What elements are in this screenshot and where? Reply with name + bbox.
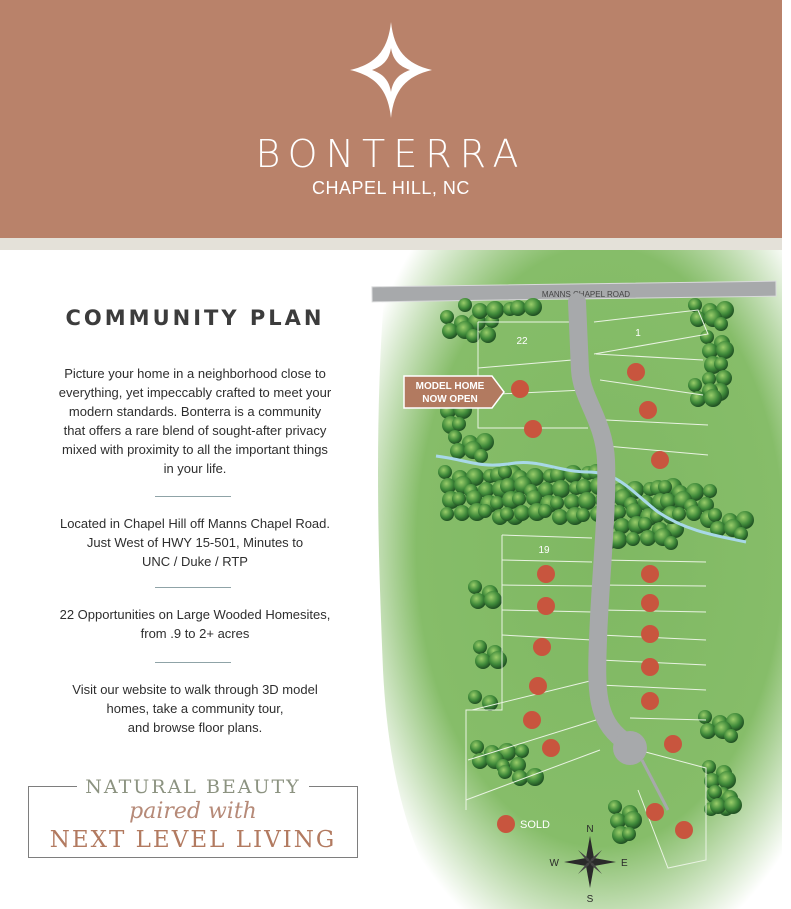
tree xyxy=(608,800,622,814)
tree xyxy=(490,496,504,510)
sold-lot-marker xyxy=(641,565,659,583)
cul-de-sac xyxy=(613,731,647,765)
header-divider-band xyxy=(0,238,782,250)
tree xyxy=(704,389,722,407)
tree xyxy=(475,653,491,669)
diamond-star-icon xyxy=(348,20,434,120)
tree xyxy=(622,827,636,841)
tree xyxy=(524,298,542,316)
tree xyxy=(710,798,726,814)
tree xyxy=(576,508,590,522)
tree xyxy=(478,504,492,518)
tree xyxy=(626,532,640,546)
road-label: MANNS CHAPEL ROAD xyxy=(541,290,631,299)
tree xyxy=(640,530,656,546)
divider xyxy=(155,662,231,663)
tree xyxy=(473,640,487,654)
lot-label: 1 xyxy=(635,328,641,339)
site-map xyxy=(368,250,782,909)
tree xyxy=(718,771,736,789)
tree xyxy=(714,317,728,331)
tree xyxy=(515,744,529,758)
tree xyxy=(474,449,488,463)
sold-lot-marker xyxy=(651,451,669,469)
sold-lot-marker xyxy=(533,638,551,656)
tree xyxy=(658,480,672,494)
tree xyxy=(448,430,462,444)
sold-lot-marker xyxy=(537,597,555,615)
tree xyxy=(486,301,504,319)
tree xyxy=(716,341,734,359)
tree xyxy=(452,492,466,506)
sold-lot-marker xyxy=(529,677,547,695)
sold-legend-label: SOLD xyxy=(520,819,550,831)
compass-east: E xyxy=(621,858,628,869)
sold-lot-marker xyxy=(664,735,682,753)
tree xyxy=(552,509,568,525)
tree xyxy=(564,465,582,483)
tree xyxy=(468,690,482,704)
tree xyxy=(550,496,564,510)
tree xyxy=(458,298,472,312)
tree xyxy=(512,492,526,506)
tagline-line-1: NATURAL BEAUTY xyxy=(28,776,358,798)
tree xyxy=(514,505,530,521)
model-home-callout xyxy=(404,376,504,408)
website-paragraph: Visit our website to walk through 3D model homes, take a community tour, and browse floor plans. xyxy=(72,682,318,735)
brand-location: CHAPEL HILL, NC xyxy=(312,178,470,198)
sold-lot-marker xyxy=(641,594,659,612)
sold-lot-marker xyxy=(639,401,657,419)
tree xyxy=(624,811,642,829)
tree xyxy=(724,796,742,814)
header-banner xyxy=(0,0,782,238)
tree xyxy=(468,580,482,594)
tree xyxy=(498,465,512,479)
tree xyxy=(482,695,498,711)
tree xyxy=(470,740,484,754)
tree xyxy=(500,507,514,521)
tree xyxy=(638,517,652,531)
lot-label: 22 xyxy=(516,336,528,347)
lot-label: 19 xyxy=(538,545,550,556)
tree xyxy=(472,303,488,319)
tree xyxy=(489,651,507,669)
intro-paragraph: Picture your home in a neighborhood close to everything, yet impeccably crafted to meet your modern standards. Bonterra is a community that offers a rare blend of sought-after privacy mixed with proximity to all the important things in your life. xyxy=(58,366,332,476)
page-title: COMMUNITY PLAN xyxy=(65,306,325,330)
sold-lot-marker xyxy=(675,821,693,839)
tree xyxy=(538,504,552,518)
tree xyxy=(484,591,502,609)
brand-name: BONTERRA xyxy=(255,132,527,176)
location-paragraph: Located in Chapel Hill off Manns Chapel Road. Just West of HWY 15-501, Minutes to UNC / Duke / RTP xyxy=(59,516,331,569)
tree xyxy=(452,417,466,431)
tree xyxy=(698,710,712,724)
sold-lot-marker xyxy=(641,658,659,676)
tree xyxy=(672,507,686,521)
tree xyxy=(664,536,678,550)
sold-lot-marker xyxy=(641,625,659,643)
tree xyxy=(472,753,488,769)
divider xyxy=(155,587,231,588)
sold-lot-marker xyxy=(641,692,659,710)
tree xyxy=(498,765,512,779)
tree xyxy=(708,785,722,799)
compass-west: W xyxy=(549,858,559,869)
tagline-line-3: NEXT LEVEL LIVING xyxy=(28,827,358,853)
tree xyxy=(442,323,458,339)
tree xyxy=(578,492,596,510)
callout-line-2: NOW OPEN xyxy=(422,394,478,405)
tree xyxy=(450,443,466,459)
sold-lot-marker xyxy=(524,420,542,438)
compass-north: N xyxy=(586,824,594,835)
sold-lot-marker xyxy=(627,363,645,381)
tree xyxy=(438,465,452,479)
tree xyxy=(552,480,570,498)
tree xyxy=(510,300,526,316)
sold-lot-marker xyxy=(542,739,560,757)
tree xyxy=(708,508,722,522)
tree xyxy=(470,593,486,609)
tree xyxy=(688,378,702,392)
sold-lot-marker xyxy=(537,565,555,583)
callout-line-1: MODEL HOME xyxy=(415,381,485,392)
sold-lot-marker xyxy=(511,380,529,398)
tree xyxy=(480,327,496,343)
sold-lot-marker xyxy=(646,803,664,821)
tree xyxy=(440,507,454,521)
sold-legend-icon xyxy=(497,815,515,833)
compass-south: S xyxy=(586,894,594,905)
tree xyxy=(454,505,470,521)
tree xyxy=(703,484,717,498)
tree xyxy=(686,505,702,521)
divider xyxy=(155,496,231,497)
tree xyxy=(700,723,716,739)
sold-lot-marker xyxy=(523,711,541,729)
opportunities-paragraph: 22 Opportunities on Large Wooded Homesites, from .9 to 2+ acres xyxy=(59,607,331,641)
tree xyxy=(440,310,454,324)
tagline-line-2: paired with xyxy=(129,799,257,824)
tree xyxy=(714,357,728,371)
tree xyxy=(724,729,738,743)
